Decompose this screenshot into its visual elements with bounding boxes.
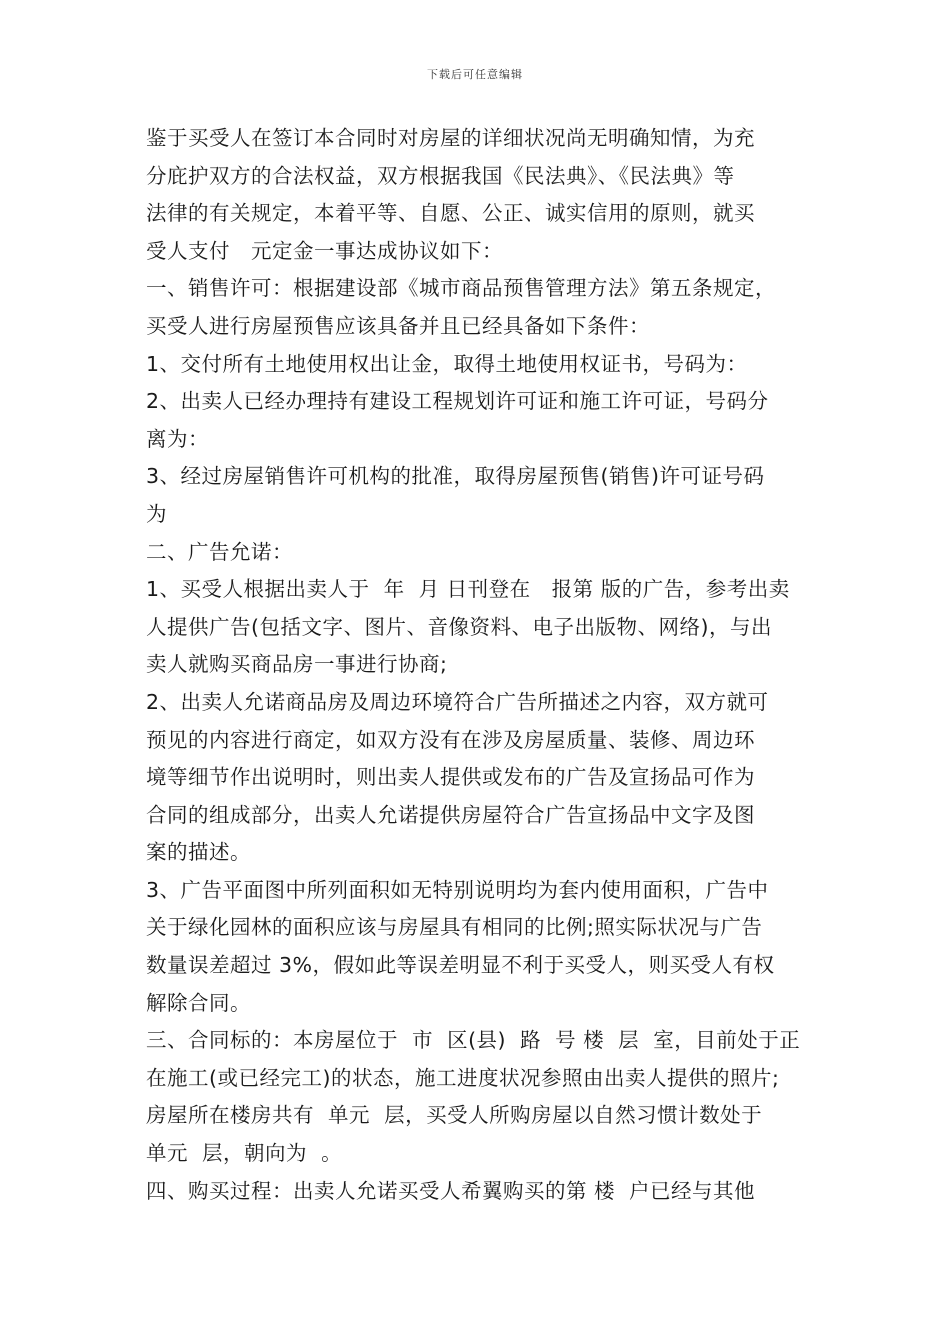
- text-line: 3、广告平面图中所列面积如无特别说明均为套内使用面积，广告中: [146, 877, 769, 902]
- text-line: 境等细节作出说明时，则出卖人提供或发布的广告及宣扬品可作为: [146, 765, 755, 790]
- text-line: 法律的有关规定，本着平等、自愿、公正、诚实信用的原则，就买: [146, 201, 755, 226]
- section-heading-advertising: 二、广告允诺：: [146, 539, 293, 564]
- text-line: 分庇护双方的合法权益，双方根据我国《民法典》、《民法典》等: [146, 163, 735, 188]
- text-line: 鉴于买受人在签订本合同时对房屋的详细状况尚无明确知情，为充: [146, 126, 755, 150]
- text-line: 人提供广告(包括文字、图片、音像资料、电子出版物、网络)，与出: [146, 614, 772, 639]
- section-heading-sales-permit: 一、销售许可：根据建设部《城市商品预售管理方法》第五条规定，: [146, 276, 776, 301]
- document-body: [146, 120, 818, 1210]
- text-line: 卖人就购买商品房一事进行协商;: [146, 652, 448, 677]
- text-line: 数量误差超过 3%，假如此等误差明显不利于买受人，则买受人有权: [146, 953, 775, 978]
- text-line: 1、买受人根据出卖人于 年 月 日刊登在 报第 版的广告，参考出卖: [146, 577, 790, 602]
- text-line: 解除合同。: [146, 990, 251, 1015]
- text-line: 单元 层，朝向为 。: [146, 1141, 343, 1166]
- text-line: 在施工(或已经完工)的状态，施工进度状况参照由出卖人提供的照片;: [146, 1065, 780, 1090]
- text-line: 为: [146, 501, 167, 526]
- text-line: 离为：: [146, 426, 209, 451]
- text-line: 案的描述。: [146, 840, 251, 865]
- text-line: 房屋所在楼房共有 单元 层，买受人所购房屋以自然习惯计数处于: [146, 1103, 763, 1128]
- text-line: 3、经过房屋销售许可机构的批准，取得房屋预售(销售)许可证号码: [146, 464, 765, 489]
- page-header: 下载后可任意编辑: [427, 68, 523, 81]
- text-line: 合同的组成部分，出卖人允诺提供房屋符合广告宣扬品中文字及图: [146, 802, 755, 827]
- text-line: 1、交付所有土地使用权出让金，取得土地使用权证书，号码为：: [146, 351, 748, 376]
- section-heading-contract-subject: 三、合同标的：本房屋位于 市 区(县) 路 号 楼 层 室，目前处于正: [146, 1028, 801, 1053]
- text-line: 买受人进行房屋预售应该具备并且已经具备如下条件：: [146, 313, 650, 338]
- text-line: 2、出卖人已经办理持有建设工程规划许可证和施工许可证，号码分: [146, 389, 769, 414]
- text-line: 关于绿化园林的面积应该与房屋具有相同的比例;照实际状况与广告: [146, 915, 763, 940]
- text-line: 2、出卖人允诺商品房及周边环境符合广告所描述之内容，双方就可: [146, 689, 769, 714]
- text-line: 受人支付 元定金一事达成协议如下：: [146, 238, 504, 263]
- text-line: 预见的内容进行商定，如双方没有在涉及房屋质量、装修、周边环: [146, 727, 755, 752]
- section-heading-purchase-process: 四、购买过程：出卖人允诺买受人希翼购买的第 楼 户已经与其他: [146, 1178, 756, 1203]
